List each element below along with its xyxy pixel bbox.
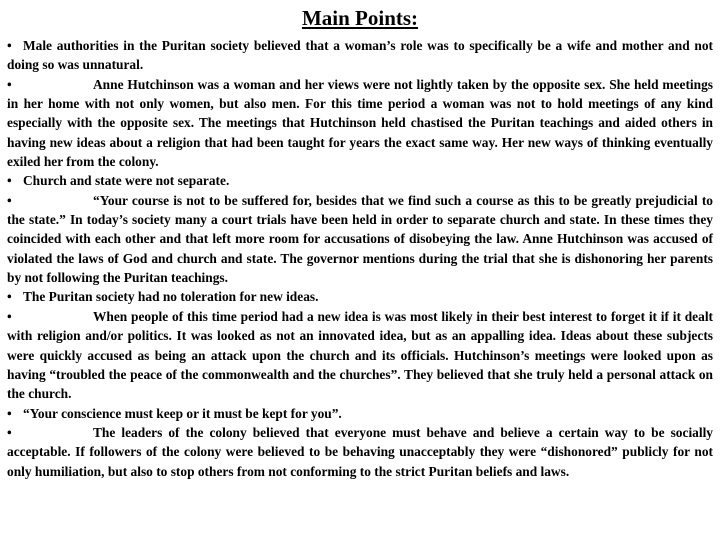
- paragraph-7: [7, 404, 713, 423]
- bullet-icon: •: [7, 192, 12, 208]
- bullet-icon: •: [7, 76, 12, 92]
- paragraph-5: [7, 287, 713, 306]
- paragraph-text: Church and state were not separate.: [23, 173, 230, 189]
- bullet-icon: •: [7, 289, 12, 305]
- paragraph-3: [7, 171, 713, 190]
- paragraph-8: [7, 423, 713, 481]
- paragraph-text: When people of this time period had a new idea is was most likely in their best interest to forget it if it dealt with religion and/or politics. It was looked as not an innovated idea, but as an appalling idea. Ideas about these subjects were quickly accused as being an attack upon the church and its officials. Hutchinson’s meetings were looked upon as having “troubled the peace of the commonwealth and the churches”. They believed that she truly held a personal attack on the church.: [7, 308, 713, 402]
- paragraph-2: [7, 75, 713, 172]
- paragraph-text: Male authorities in the Puritan society believed that a woman’s role was to specifically be a wife and mother and not doing so was unnatural.: [7, 38, 713, 73]
- paragraph-text: “Your course is not to be suffered for, besides that we find such a course as this to be greatly prejudicial to the state.” In today’s society many a court trials have been held in order to separate church and state. In these times they coincided with each other and that left more room for accusations of disobeying the law. Anne Hutchinson was accused of violated the laws of God and church and state. The governor mentions during the trial that she is dishonoring her parents by not following the Puritan teachings.: [7, 192, 713, 286]
- page-title: Main Points:: [301, 6, 419, 30]
- paragraph-text: The Puritan society had no toleration for new ideas.: [23, 289, 319, 305]
- bullet-icon: •: [7, 424, 12, 440]
- bullet-icon: •: [7, 405, 12, 421]
- paragraph-text: Anne Hutchinson was a woman and her views were not lightly taken by the opposite sex. She held meetings in her home with not only women, but also men. For this time period a woman was not to hold meetings of any kind especially with the opposite sex. The meetings that Hutchinson held chastised the Puritan teachings and aided others in having new ideas about a religion that had been taught for years the exact same way. Her new ways of thinking eventually exiled her from the colony.: [7, 76, 713, 170]
- main-points-body: [7, 36, 713, 481]
- bullet-icon: •: [7, 38, 12, 53]
- bullet-icon: •: [7, 173, 12, 189]
- paragraph-1: [7, 36, 713, 75]
- paragraph-4: [7, 191, 713, 288]
- paragraph-6: [7, 307, 713, 404]
- paragraph-text: The leaders of the colony believed that everyone must behave and believe a certain way to be socially acceptable. If followers of the colony were believed to be behaving unacceptably they were “dishonored” publicly for not only humiliation, but also to stop others from not conforming to the strict Puritan beliefs and laws.: [7, 424, 713, 479]
- paragraph-text: “Your conscience must keep or it must be kept for you”.: [23, 405, 342, 421]
- bullet-icon: •: [7, 308, 12, 324]
